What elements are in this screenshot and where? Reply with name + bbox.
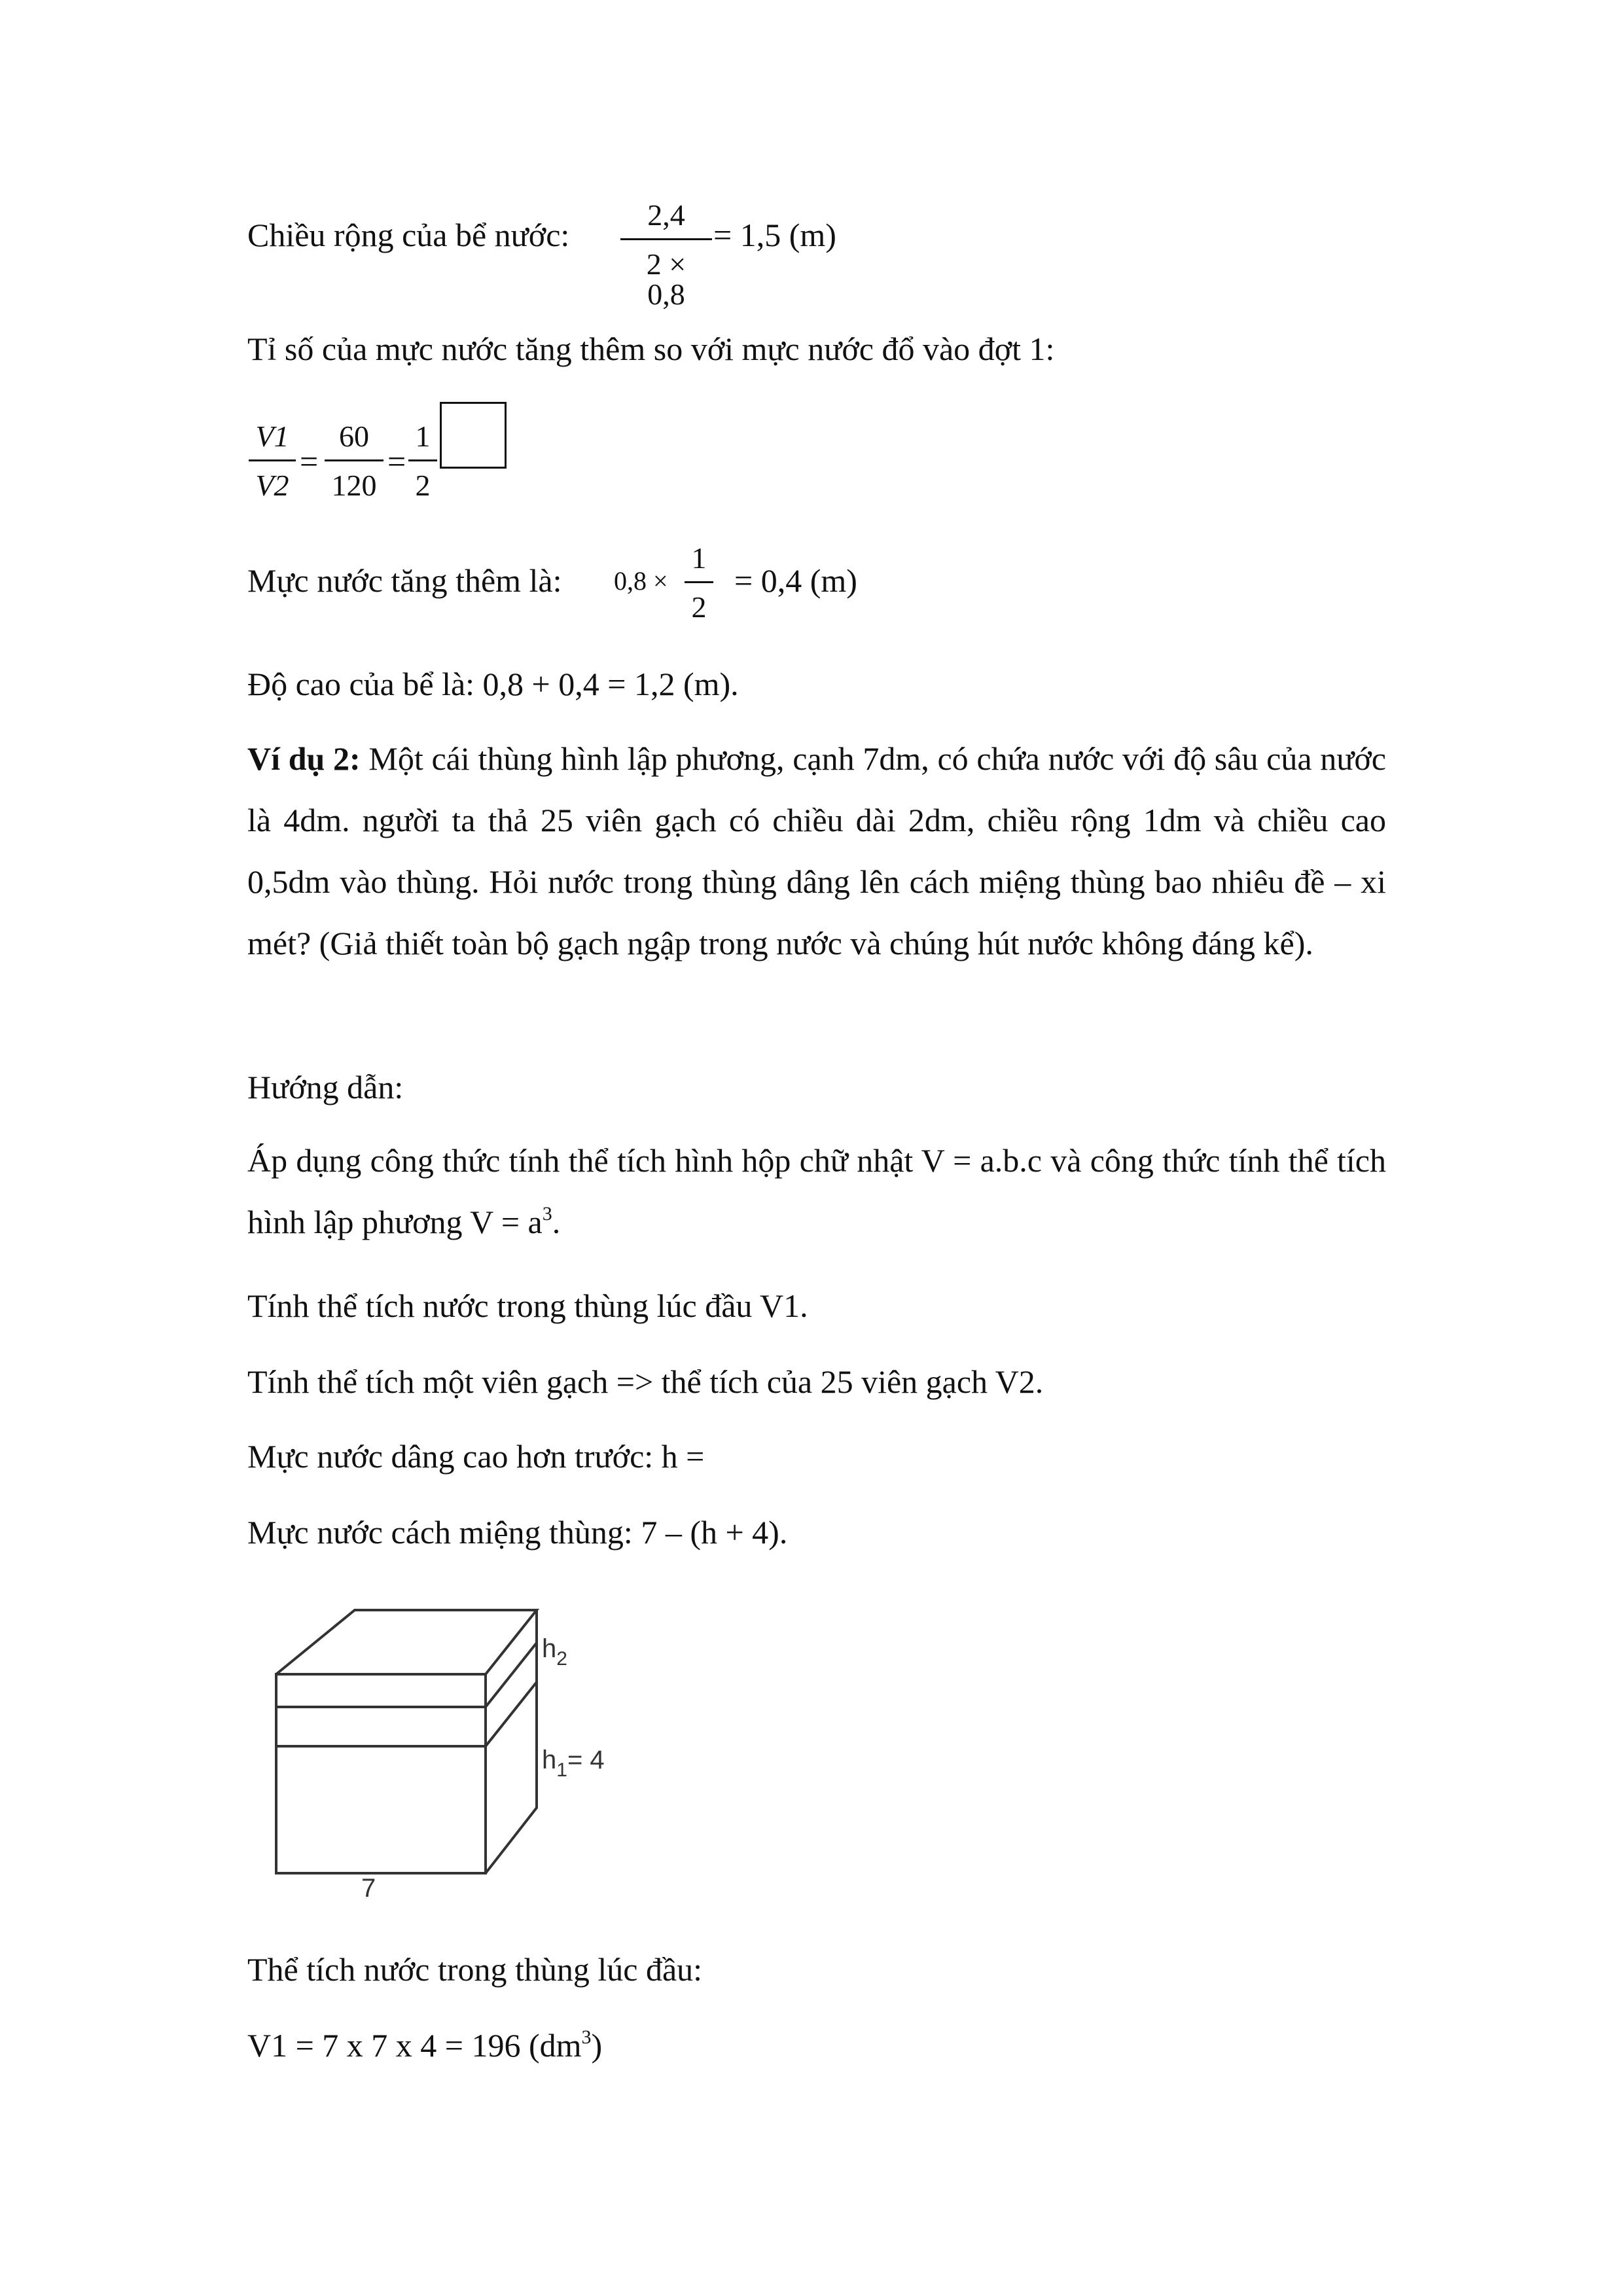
guide-step-1: Tính thể tích nước trong thùng lúc đầu V1.	[247, 1287, 808, 1324]
solution-intro: Thể tích nước trong thùng lúc đầu:	[247, 1951, 703, 1988]
solution-v1-end: )	[591, 2027, 603, 2064]
width-result: = 1,5 (m)	[713, 217, 836, 253]
guide-step-3: Mực nước dâng cao hơn trước: h =	[247, 1438, 705, 1475]
guide-step-2: Tính thể tích một viên gạch => thể tích của 25 viên gạch V2.	[247, 1363, 1044, 1400]
guide-formula-exponent: 3	[542, 1203, 552, 1225]
ratio-60: 60	[339, 420, 369, 453]
label-h1: $h_1= 4$	[542, 1746, 605, 1781]
width-fraction	[620, 200, 712, 310]
ratio-1: 1	[415, 420, 431, 453]
equals-sign: =	[387, 443, 406, 480]
solution-v1	[247, 2026, 603, 2064]
empty-box	[440, 402, 507, 469]
solution-v1-exponent: 3	[581, 2026, 592, 2048]
ratio-v1: V1	[255, 420, 289, 453]
rise-fraction	[685, 543, 713, 622]
guide-formula-text: Áp dụng công thức tính thể tích hình hộp chữ nhật V = a.b.c và công thức tính thể tích hình lập phương V = a	[247, 1142, 1386, 1240]
rise-numerator: 1	[691, 541, 707, 575]
rise-denominator: 2	[691, 590, 707, 624]
equals-sign: =	[300, 443, 319, 480]
height-line: Độ cao của bể là: 0,8 + 0,4 = 1,2 (m).	[247, 666, 739, 702]
width-fraction-denominator: 2 × 0,8	[646, 247, 687, 311]
guide-formula	[247, 1130, 1386, 1253]
guide-formula-end: .	[552, 1204, 561, 1240]
rise-factor: 0,8 ×	[614, 566, 668, 596]
ratio-v2: V2	[255, 469, 289, 502]
example-2-paragraph	[247, 728, 1386, 974]
width-fraction-numerator: 2,4	[647, 198, 685, 232]
ratio-120: 120	[331, 469, 377, 502]
width-label: Chiều rộng của bể nước:	[247, 217, 570, 253]
cube-figure	[262, 1597, 628, 1898]
guide-title: Hướng dẫn:	[247, 1069, 404, 1105]
label-side-7: 7	[361, 1874, 376, 1898]
label-h2: $h_2$	[542, 1634, 567, 1670]
example-2-text: Một cái thùng hình lập phương, cạnh 7dm, có chứa nước với độ sâu của nước là 4dm. người ta thả 25 viên gạch có chiều dài 2dm, chiều rộng 1dm và chiều cao 0,5dm vào thùng. Hỏi nước trong thùng dâng lên cách miệng thùng bao nhiêu đề – xi mét? (Giả thiết toàn bộ gạch ngập trong nước và chúng hút nước không đáng kể).	[247, 740, 1386, 961]
ratio-intro: Tỉ số của mực nước tăng thêm so với mực nước đổ vào đợt 1:	[247, 331, 1055, 367]
solution-v1-text: V1 = 7 x 7 x 4 = 196 (dm	[247, 2027, 582, 2064]
rise-result: = 0,4 (m)	[734, 562, 857, 599]
rise-label: Mực nước tăng thêm là:	[247, 562, 562, 599]
ratio-fraction-numbers	[325, 422, 383, 501]
example-2-label: Ví dụ 2:	[247, 740, 361, 777]
ratio-fraction-v	[249, 422, 296, 501]
ratio-2: 2	[415, 469, 431, 502]
guide-step-4: Mực nước cách miệng thùng: 7 – (h + 4).	[247, 1514, 788, 1551]
ratio-fraction-half	[408, 422, 437, 501]
